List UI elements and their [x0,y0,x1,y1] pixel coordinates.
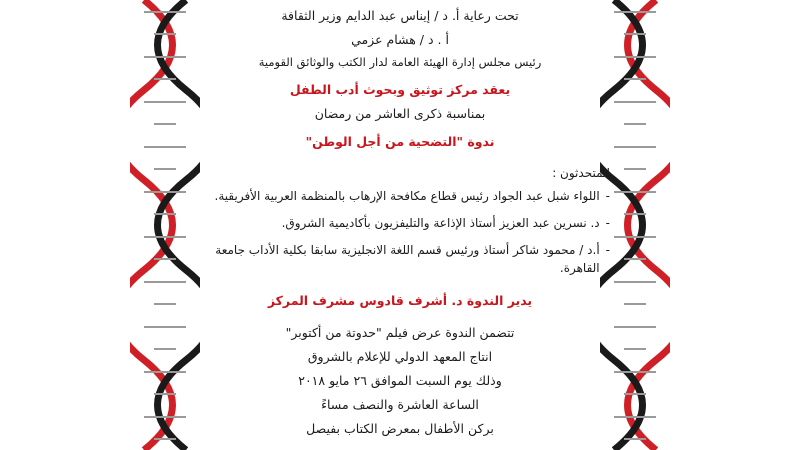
film-line: تتضمن الندوة عرض فيلم "حدوتة من أكتوبر" [285,325,515,341]
speaker-name: اللواء شبل عبد الجواد رئيس قطاع مكافحة الإرهاب بالمنظمة العربية الأفريقية. [214,189,600,204]
poster-footer [190,323,610,438]
list-item [190,214,610,232]
date-line: وذلك يوم السبت الموافق ٢٦ مايو ٢٠١٨ [298,373,502,389]
bullet-dash-icon: - [605,216,610,231]
time-line: الساعة العاشرة والنصف مساءً [321,397,479,413]
moderator-line: يدير الندوة د. أشرف قادوس مشرف المركز [267,293,533,309]
patronage-line: تحت رعاية أ. د / إيناس عبد الدايم وزير الثقافة [281,8,519,23]
list-item [190,187,610,205]
organizer-line: يعقد مركز توثيق وبحوث أدب الطفل [289,82,511,98]
speakers-label: المتحدثون : [552,166,610,181]
bullet-dash-icon: - [605,189,610,204]
occasion-line: بمناسبة ذكرى العاشر من رمضان [314,106,486,122]
list-item [190,241,610,277]
event-title-line: ندوة "التضحية من أجل الوطن" [305,134,495,150]
place-line: بركن الأطفال بمعرض الكتاب بفيصل [306,421,494,437]
speaker-name: أ.د / محمود شاكر أستاذ ورئيس قسم اللغة الانجليزية سابقا بكلية الأداب جامعة القاهرة. [215,243,600,276]
speakers-section [190,166,610,277]
speaker-name: د. نسرين عبد العزيز أستاذ الإذاعة والتليفزيون بأكاديمية الشروق. [281,216,600,231]
decorative-ribbon-right-icon [600,0,670,450]
organization-title-line: رئيس مجلس إدارة الهيئة العامة لدار الكتب والوثائق القومية [258,55,542,69]
production-line: انتاج المعهد الدولي للإعلام بالشروق [307,349,493,365]
bullet-dash-icon: - [605,243,610,258]
second-name-line: أ . د / هشام عزمي [351,32,449,47]
poster-content [190,6,610,446]
